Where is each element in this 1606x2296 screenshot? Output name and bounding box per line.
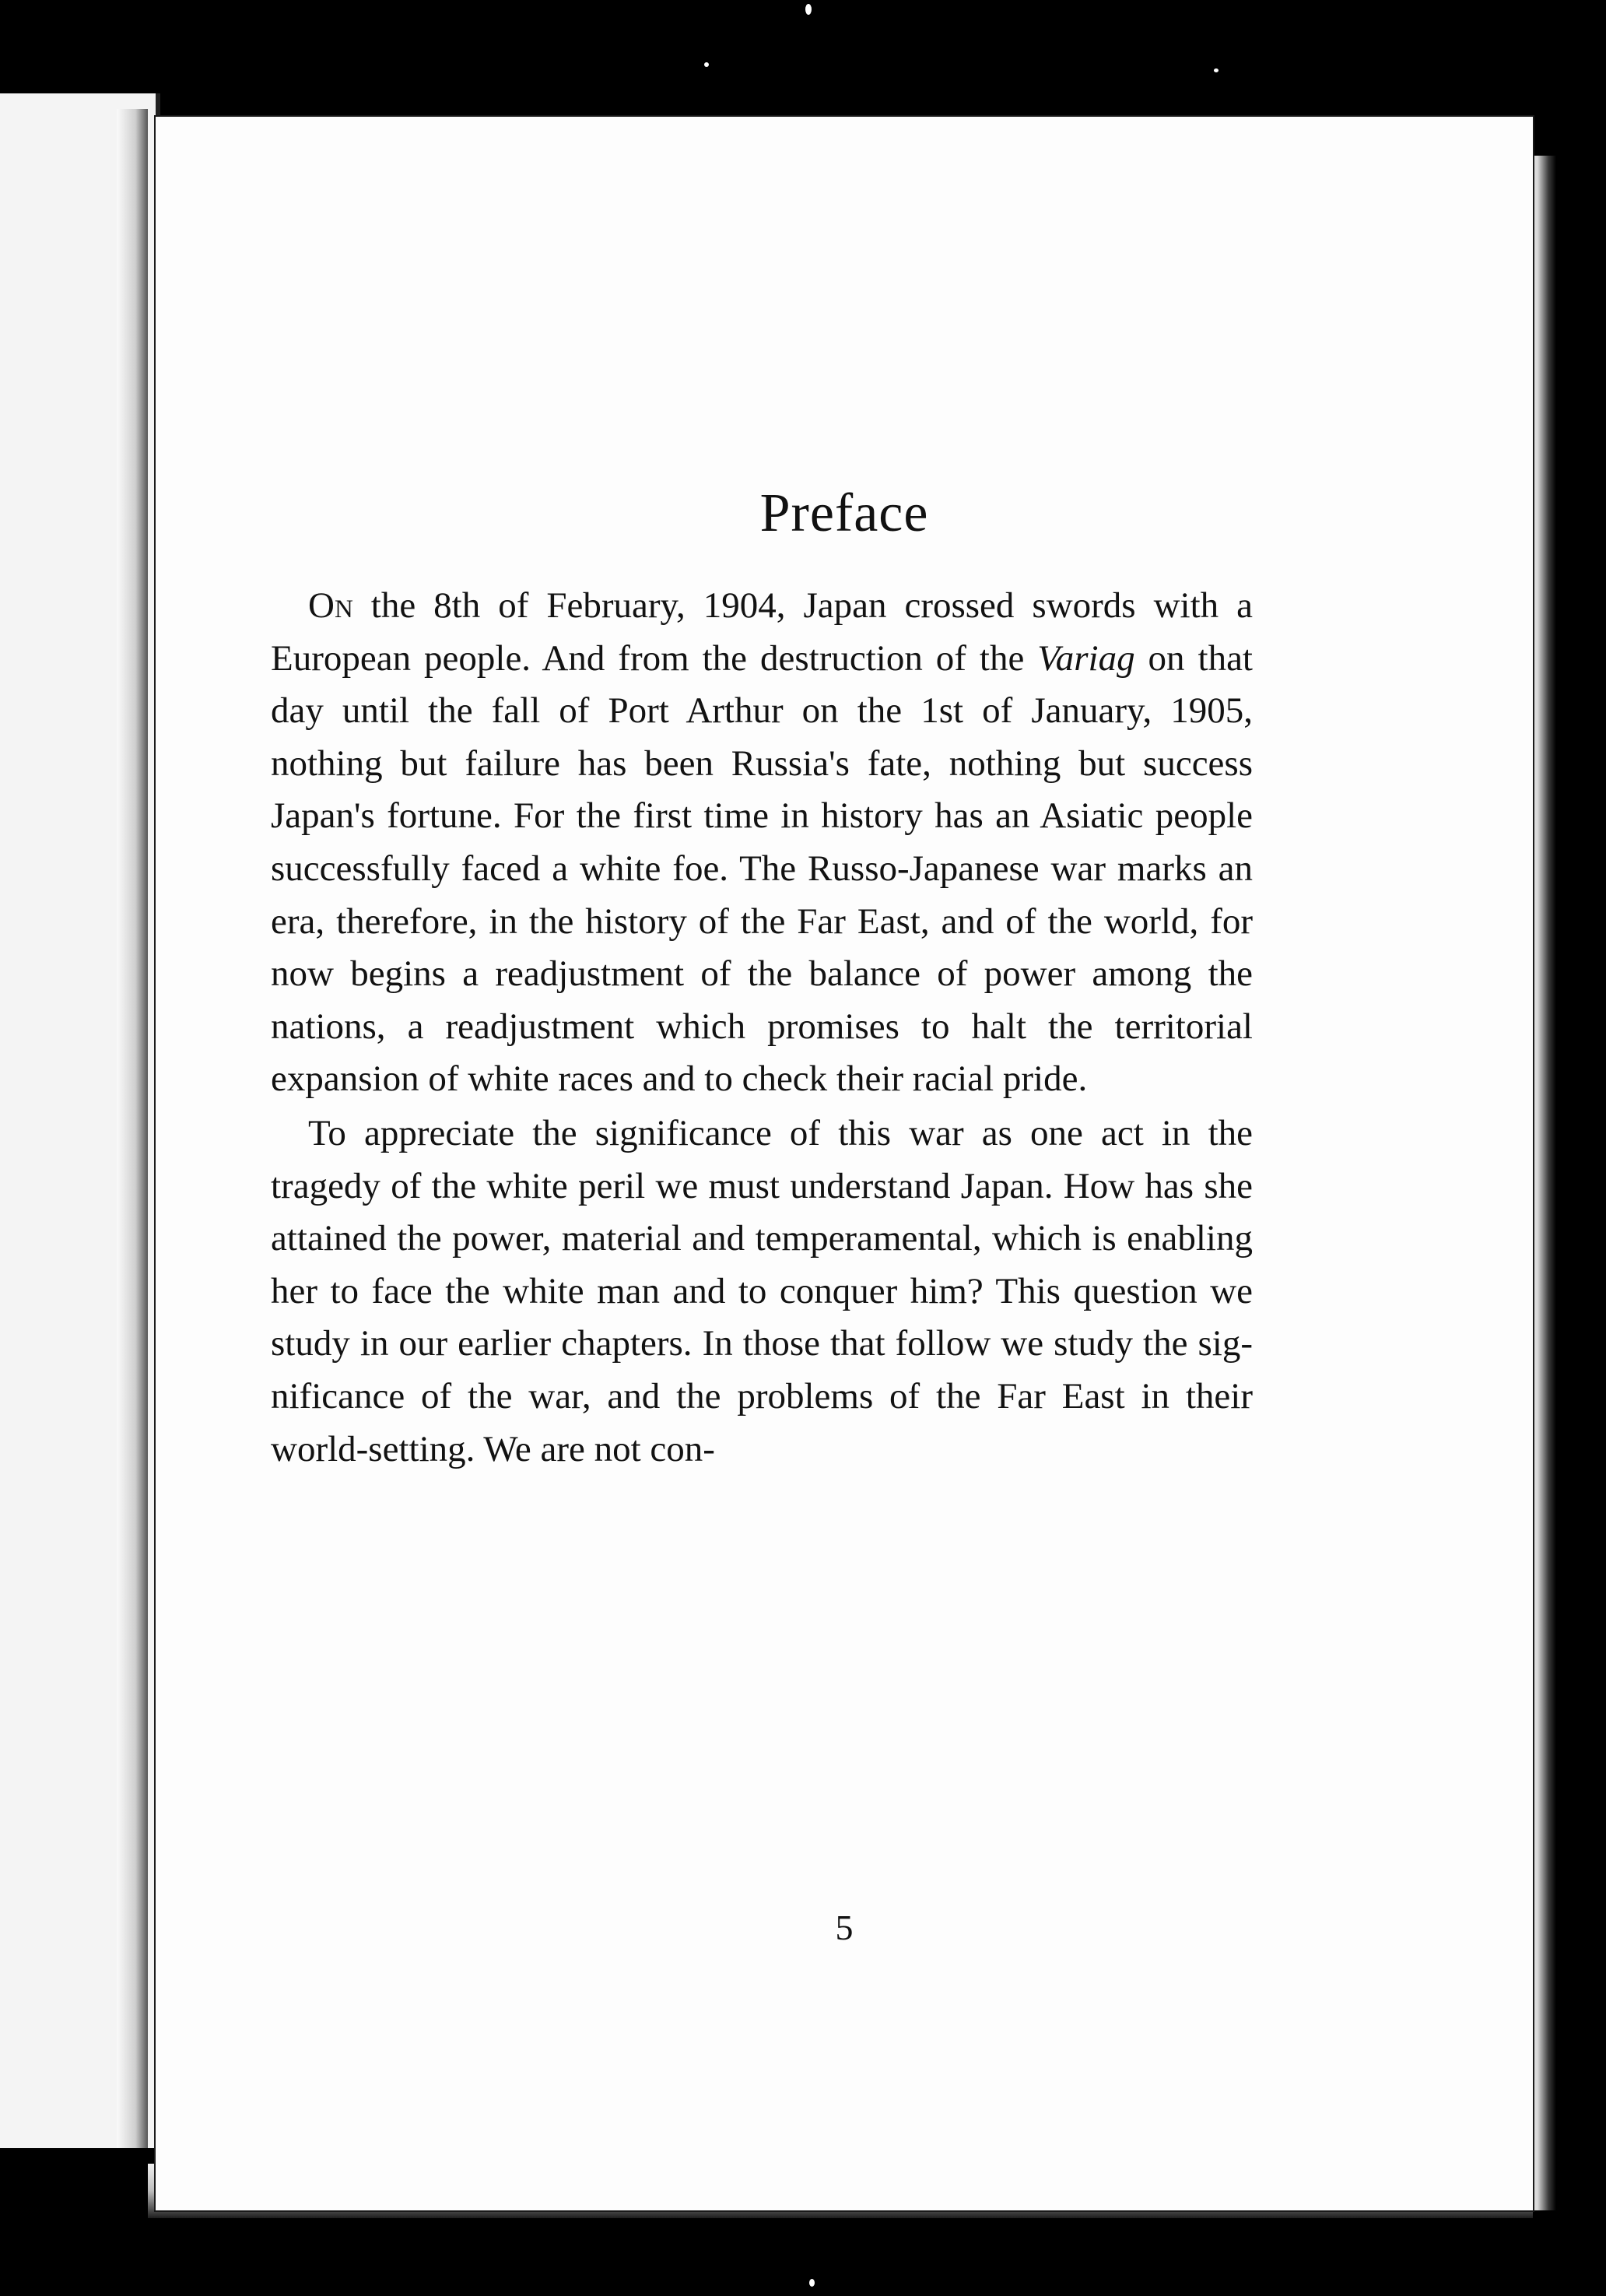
ship-name-italic: Variag [1037, 637, 1135, 679]
paragraph-1-text-b: on that day until the fall of Port Arthur on the 1st of January, 1905, nothing but failure has been Russia's fate, nothing but success Japan's fortune. For the first time in history has an Asiatic people successfully faced a white foe. The Russo-Japanese war marks an era, therefore, in the history of the Far East, and of the world, for now begins a readjustment of the balance of power among the nations, a readjustment which promises to halt the territorial expansion of white races and to check their racial pride. [271, 637, 1253, 1100]
body-text [271, 580, 1253, 1476]
book-gutter [117, 109, 148, 2148]
scan-speck [805, 4, 812, 15]
paragraph-1-lead: On [308, 585, 353, 626]
paragraph-1 [271, 580, 1253, 1106]
page-number: 5 [835, 1908, 854, 1947]
paragraph-2: To appreciate the significance of this war as one act in the tragedy of the white peril we must understand Japan. How has she attained the power, material and temperamental, which is enabling her to face the white man and to conquer him? This question we study in our earlier chapters. In those that follow we study the significance of the war, and the problems of the Far East in their world-setting. We are not con- [271, 1112, 1253, 1469]
scan-speck [1214, 68, 1219, 72]
scan-speck [704, 62, 709, 67]
book-page [156, 117, 1533, 2210]
paragraph-1-text-a: the 8th of February, 1904, Japan crossed swords with a European people. And from the destruction of the [271, 585, 1253, 679]
scan-speck [809, 2279, 815, 2287]
page-title: Preface [759, 483, 929, 543]
